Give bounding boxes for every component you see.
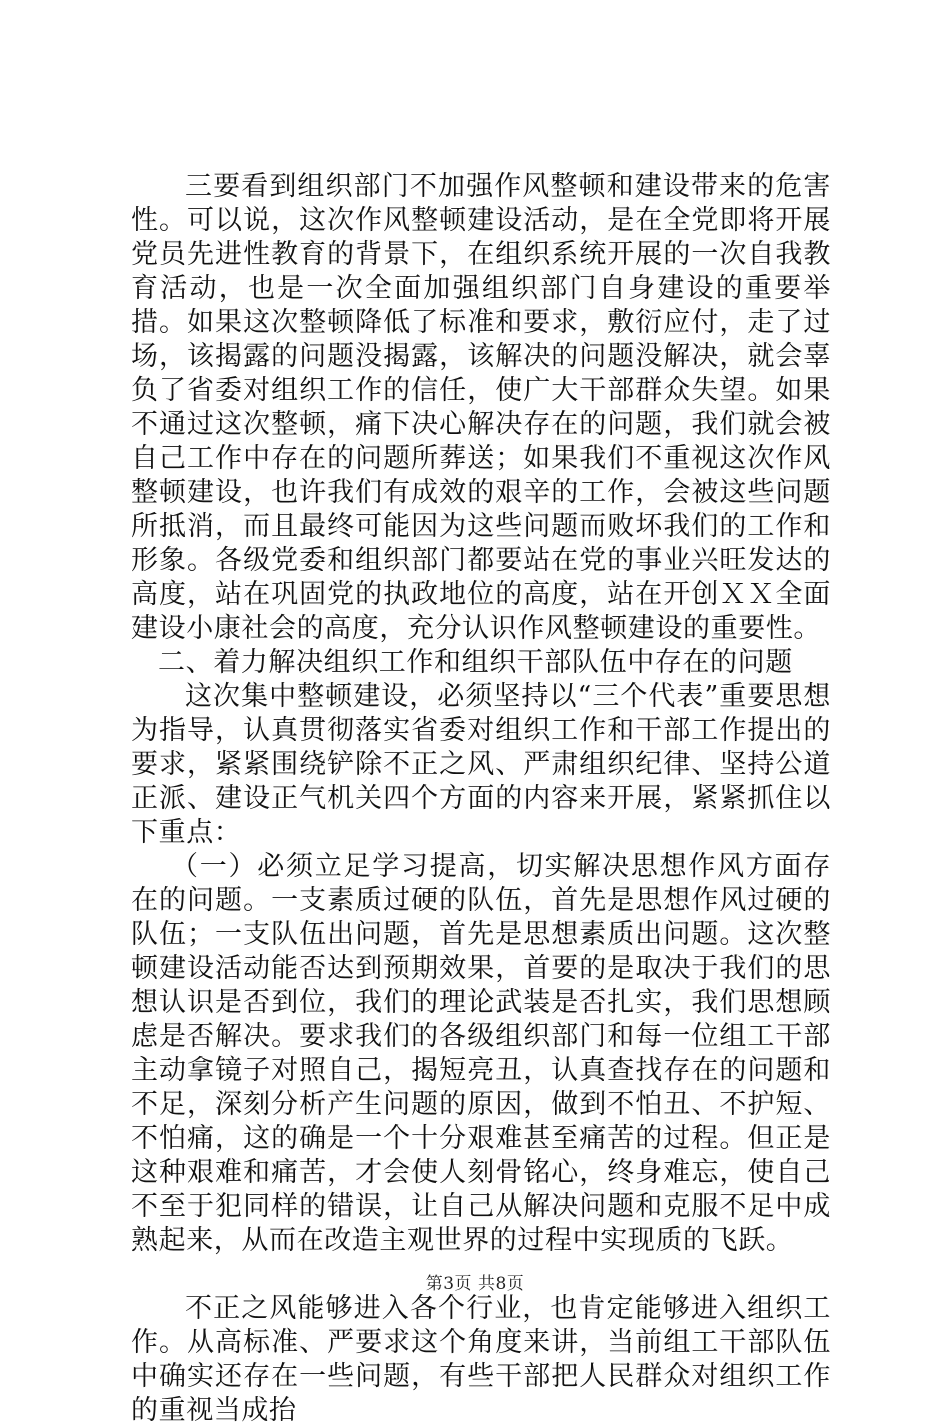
paragraph-key-points-intro: 这次集中整顿建设，必须坚持以“三个代表”重要思想为指导，认真贯彻落实省委对组织工作和干部工作提出的要求，紧紧围绕铲除不正之风、严肃组织纪律、坚持公道正派、建设正气机关四个方面的内容来开展，紧紧抓住以下重点：: [131, 681, 831, 848]
paragraph-unhealthy-trends: 不正之风能够进入各个行业，也肯定能够进入组织工作。从高标准、严要求这个角度来讲，当前组工干部队伍中确实还存在一些问题，有些干部把人民群众对组织工作的重视当成抬: [131, 1293, 831, 1426]
paragraph-point-one: （一）必须立足学习提高，切实解决思想作风方面存在的问题。一支素质过硬的队伍，首先是思想作风过硬的队伍；一支队伍出问题，首先是思想素质出问题。这次整顿建设活动能否达到预期效果，首要的是取决于我们的思想认识是否到位，我们的理论武装是否扎实，我们思想顾虑是否解决。要求我们的各级组织部门和每一位组工干部主动拿镜子对照自己，揭短亮丑，认真查找存在的问题和不足，深刻分析产生问题的原因，做到不怕丑、不护短、不怕痛，这的确是一个十分艰难甚至痛苦的过程。但正是这种艰难和痛苦，才会使人刻骨铭心，终身难忘，使自己不至于犯同样的错误，让自己从解决问题和克服不足中成熟起来，从而在改造主观世界的过程中实现质的飞跃。: [131, 851, 831, 1256]
page-footer: 第3页 共8页: [425, 1274, 525, 1294]
paragraph-harm-of-weak-work-style: 三要看到组织部门不加强作风整顿和建设带来的危害性。可以说，这次作风整顿建设活动，是在全党即将开展党员先进性教育的背景下，在组织系统开展的一次自我教育活动，也是一次全面加强组织部门自身建设的重要举措。如果这次整顿降低了标准和要求，敷衍应付，走了过场，该揭露的问题没揭露，该解决的问题没解决，就会辜负了省委对组织工作的信任，使广大干部群众失望。如果不通过这次整顿，痛下决心解决存在的问题，我们就会被自己工作中存在的问题所葬送；如果我们不重视这次作风整顿建设，也许我们有成效的艰辛的工作，会被这些问题所抵消，而且最终可能因为这些问题而败坏我们的工作和形象。各级党委和组织部门都要站在党的事业兴旺发达的高度，站在巩固党的执政地位的高度，站在开创ＸＸ全面建设小康社会的高度，充分认识作风整顿建设的重要性。: [131, 171, 831, 644]
document-body: [131, 170, 831, 1428]
section-heading-two: 二、着力解决组织工作和组织干部队伍中存在的问题: [158, 647, 793, 678]
